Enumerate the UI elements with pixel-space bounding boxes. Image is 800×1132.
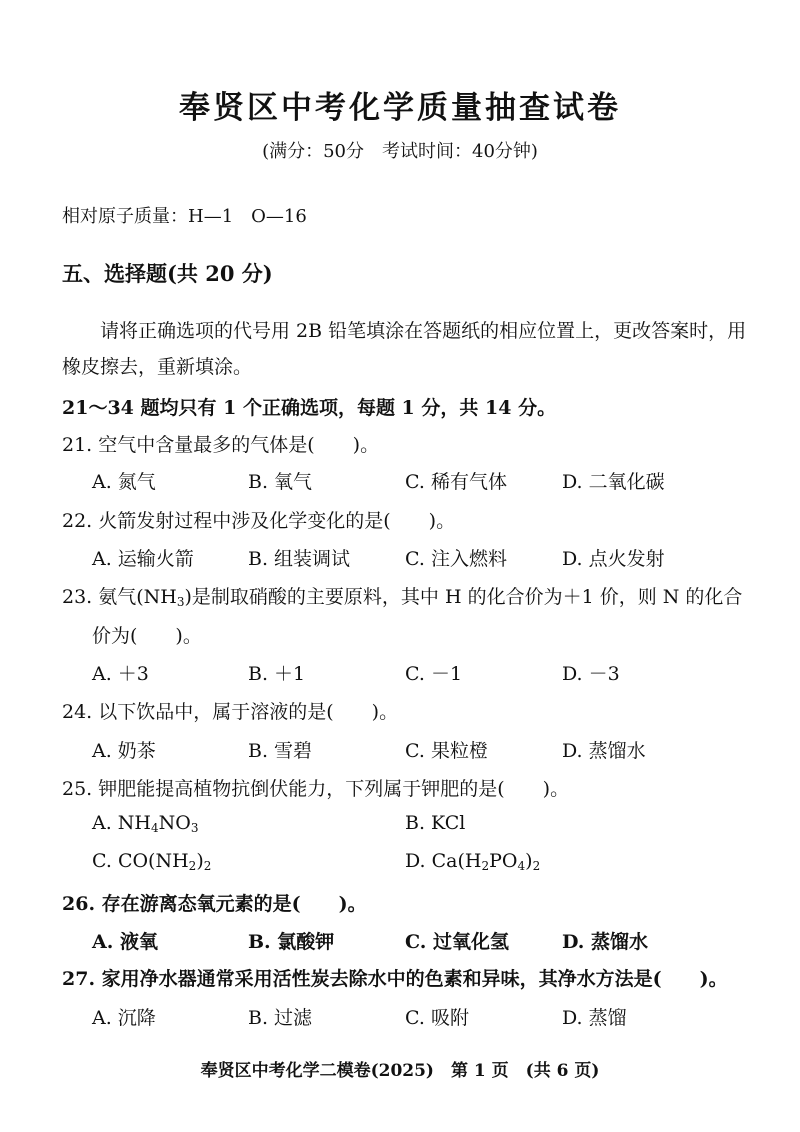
question-23-stem-continued: 价为( )。 [92, 625, 202, 647]
instruction-line-2: 橡皮擦去，重新填涂。 [62, 356, 253, 378]
question-23-option-c: C. －1 [405, 663, 463, 685]
section-title: 五、选择题(共 20 分) [62, 261, 273, 286]
question-21-option-d: D. 二氧化碳 [562, 471, 665, 493]
question-23-stem: 23. 氨气$(NH_3)$是制取硝酸的主要原料，其中 H 的化合价为＋1 价，则 N 的化合 [62, 586, 743, 609]
question-26-option-a: A. 液氧 [92, 931, 158, 953]
question-21-stem: 21. 空气中含量最多的气体是( )。 [62, 434, 380, 456]
question-25-option-b: B. KCl [405, 812, 466, 834]
question-24-option-c: C. 果粒橙 [405, 740, 488, 762]
page-title: 奉贤区中考化学质量抽查试卷 [179, 90, 621, 126]
question-25-stem: 25. 钾肥能提高植物抗倒伏能力，下列属于钾肥的是( )。 [62, 778, 570, 800]
question-25-option-a: A. $NH_4NO_3$ [92, 812, 199, 835]
question-27-option-a: A. 沉降 [92, 1007, 156, 1029]
question-22-option-d: D. 点火发射 [562, 548, 665, 570]
question-27-option-d: D. 蒸馏 [562, 1007, 627, 1029]
question-25-option-d: D. $Ca(H_2PO_4)_2$ [405, 850, 541, 873]
question-23-option-a: A. ＋3 [92, 663, 149, 685]
question-26-option-c: C. 过氧化氢 [405, 931, 510, 953]
question-23-option-d: D. －3 [562, 663, 620, 685]
question-27-option-b: B. 过滤 [248, 1007, 313, 1029]
question-22-stem: 22. 火箭发射过程中涉及化学变化的是( )。 [62, 510, 456, 532]
question-27-stem: 27. 家用净水器通常采用活性炭去除水中的色素和异味，其净水方法是( )。 [62, 968, 728, 990]
question-21-option-a: A. 氮气 [92, 471, 156, 493]
question-22-option-a: A. 运输火箭 [92, 548, 194, 570]
question-22-option-c: C. 注入燃料 [405, 548, 507, 570]
question-26-option-b: B. 氯酸钾 [248, 931, 335, 953]
atomic-mass-line: 相对原子质量：H—1 O—16 [62, 206, 307, 227]
question-25-option-c: C. $CO(NH_2)_2$ [92, 850, 212, 873]
page-footer: 奉贤区中考化学二模卷(2025) 第 1 页 (共 6 页) [200, 1061, 600, 1081]
question-24-stem: 24. 以下饮品中，属于溶液的是( )。 [62, 701, 399, 723]
subsection-note: 21～34 题均只有 1 个正确选项，每题 1 分，共 14 分。 [62, 397, 557, 419]
question-27-option-c: C. 吸附 [405, 1007, 469, 1029]
question-21-option-b: B. 氧气 [248, 471, 313, 493]
exam-info: (满分：50分 考试时间：40分钟) [262, 141, 538, 162]
question-23-option-b: B. ＋1 [248, 663, 306, 685]
question-26-stem: 26. 存在游离态氧元素的是( )。 [62, 893, 367, 915]
question-24-option-a: A. 奶茶 [92, 740, 156, 762]
question-22-option-b: B. 组装调试 [248, 548, 351, 570]
question-21-option-c: C. 稀有气体 [405, 471, 507, 493]
question-24-option-b: B. 雪碧 [248, 740, 313, 762]
instruction-line-1: 请将正确选项的代号用 2B 铅笔填涂在答题纸的相应位置上，更改答案时，用 [100, 320, 747, 342]
question-24-option-d: D. 蒸馏水 [562, 740, 646, 762]
question-26-option-d: D. 蒸馏水 [562, 931, 649, 953]
